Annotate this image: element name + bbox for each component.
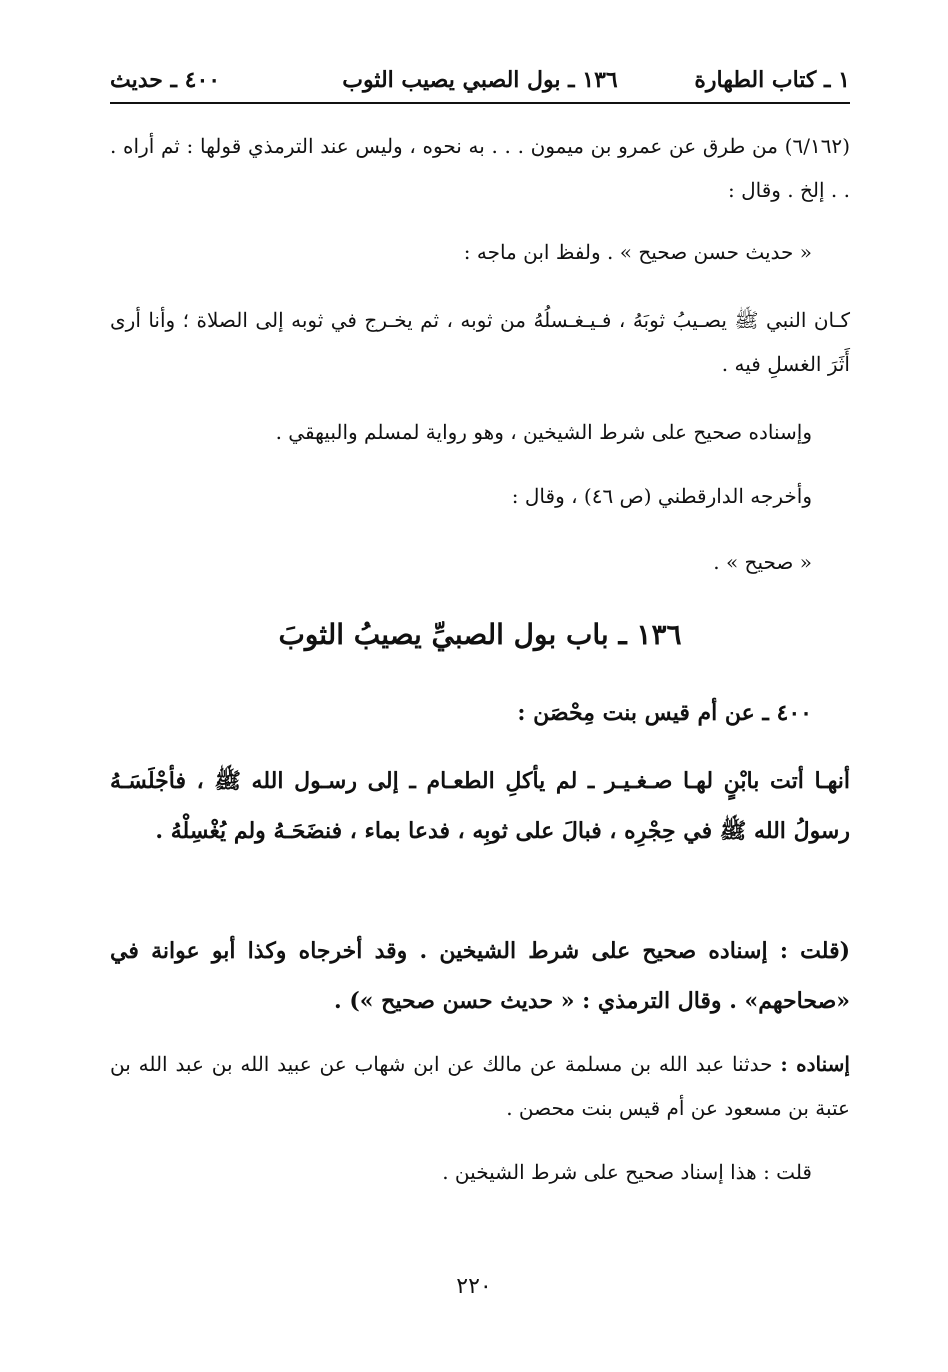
page-number: ٢٢٠ bbox=[456, 1274, 492, 1299]
header-book-title: ١ ـ كتاب الطهارة bbox=[694, 67, 850, 93]
footnote-paragraph-2: « حديث حسن صحيح » . ولفظ ابن ماجه : bbox=[463, 240, 812, 264]
header-rule bbox=[110, 102, 850, 104]
chapter-title: ١٣٦ ـ باب بول الصبيِّ يصيبُ الثوبَ bbox=[278, 618, 682, 651]
hadith-grading-note: (قلت : إسناده صحيح على شرط الشيخين . وقد أخرجاه وكذا أبو عوانة في «صحاحهم» . وقال الترمذي : « حديث حسن صحيح ») . bbox=[110, 938, 850, 1014]
footnote-paragraph-4: وإسناده صحيح على شرط الشيخين ، وهو رواية لمسلم والبيهقي . bbox=[275, 420, 812, 444]
hadith-text: أنهـا أتت بابْنٍ لهـا صـغـيـر ـ لم يأكلِ الطعـام ـ إلى رسـول الله ﷺ ، فأجْلَسَـهُ رسولُ الله ﷺ في حِجْرِه ، فبالَ على ثوبِه ، فدعا بماء ، فنضَحَـهُ ولم يُغْسِلْهُ . bbox=[110, 768, 850, 844]
isnad-paragraph bbox=[110, 1042, 850, 1130]
header-chapter-title: ١٣٦ ـ بول الصبي يصيب الثوب bbox=[342, 67, 618, 93]
footnote-paragraph-1: (٦/١٦٢) من طرق عن عمرو بن ميمون . . . به نحوه ، وليس عند الترمذي قولها : ثم أراه . . . إلخ . وقال : bbox=[110, 134, 850, 202]
isnad-conclusion: قلت : هذا إسناد صحيح على شرط الشيخين . bbox=[442, 1160, 812, 1184]
header-hadith-number: ٤٠٠ ـ حديث bbox=[110, 67, 221, 93]
isnad-label: إسناده : bbox=[780, 1052, 850, 1076]
isnad-text: حدثنا عبد الله بن مسلمة عن مالك عن ابن شهاب عن عبيد الله بن عبد الله بن عتبة بن مسعود عن أم قيس بنت محصن . bbox=[110, 1052, 850, 1120]
footnote-paragraph-5: وأخرجه الدارقطني (ص ٤٦) ، وقال : bbox=[511, 484, 812, 508]
hadith-number-line: ٤٠٠ ـ عن أم قيس بنت مِحْصَن : bbox=[517, 700, 812, 726]
running-header bbox=[110, 62, 850, 98]
footnote-paragraph-6: « صحيح » . bbox=[713, 550, 812, 574]
footnote-paragraph-3: كـان النبي ﷺ يصـيبُ ثوبَهُ ، فـيـغـسلُهُ من ثوبه ، ثم يخـرج في ثوبه إلى الصلاة ؛ وأنا أرى أَثَرَ الغسلِ فيه . bbox=[110, 308, 850, 376]
